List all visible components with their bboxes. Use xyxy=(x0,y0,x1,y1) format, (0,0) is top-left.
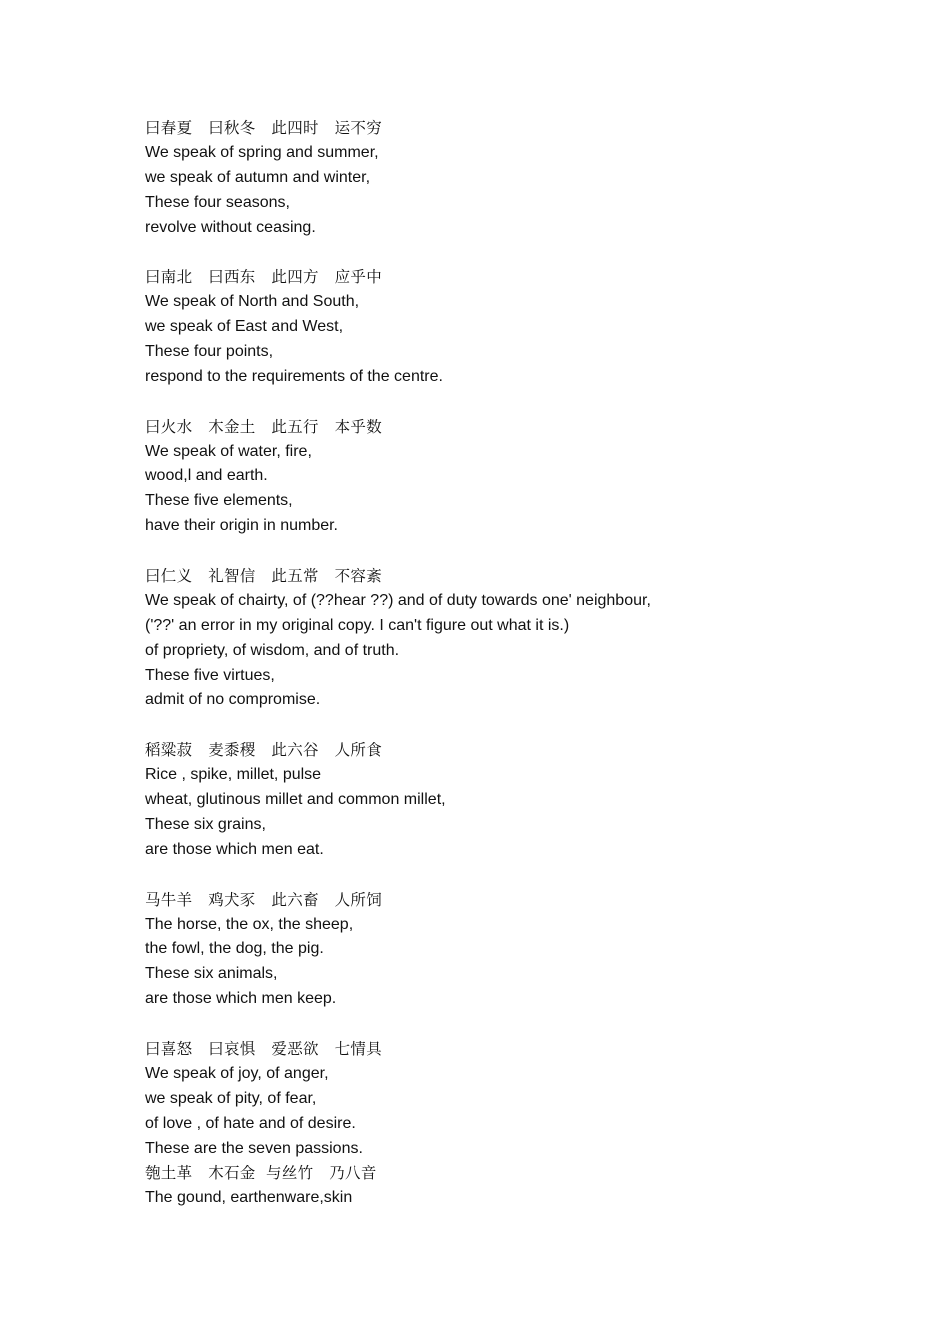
translation-line: These six grains, xyxy=(145,815,266,833)
translation-line: wheat, glutinous millet and common millet, xyxy=(145,791,446,809)
translation-line: We speak of spring and summer, xyxy=(145,143,379,161)
document-body xyxy=(145,116,905,1211)
chinese-verse-line: 匏土革 木石金 与丝竹 乃八音 xyxy=(145,1164,377,1183)
translation-line: These four points, xyxy=(145,343,274,361)
chinese-verse-line: 曰火水 木金土 此五行 本乎数 xyxy=(145,417,383,436)
chinese-verse-line: 马牛羊 鸡犬豕 此六畜 人所饲 xyxy=(145,890,383,909)
chinese-verse-line: 曰仁义 礼智信 此五常 不容紊 xyxy=(145,567,383,586)
translation-line: we speak of pity, of fear, xyxy=(145,1089,317,1107)
stanza-spacer xyxy=(145,1012,905,1037)
stanza-spacer xyxy=(145,713,905,738)
stanza-spacer xyxy=(145,390,905,415)
translation-line: of love , of hate and of desire. xyxy=(145,1114,356,1132)
chinese-verse-line: 曰南北 曰西东 此四方 应乎中 xyxy=(145,268,383,287)
translation-line: are those which men keep. xyxy=(145,990,337,1008)
translation-line: We speak of chairty, of (??hear ??) and of duty towards one' neighbour, xyxy=(145,591,651,609)
translation-line: have their origin in number. xyxy=(145,517,338,535)
translation-line: We speak of North and South, xyxy=(145,293,360,311)
stanza-spacer xyxy=(145,863,905,888)
translation-line: respond to the requirements of the centre. xyxy=(145,367,443,385)
translation-line: These five elements, xyxy=(145,492,293,510)
chinese-verse-line: 曰喜怒 曰哀惧 爱恶欲 七情具 xyxy=(145,1039,383,1058)
translation-line: The horse, the ox, the sheep, xyxy=(145,915,354,933)
stanza-spacer xyxy=(145,539,905,564)
translation-line: are those which men eat. xyxy=(145,840,324,858)
translation-note-line: ('??' an error in my original copy. I can't figure out what it is.) xyxy=(145,616,570,634)
translation-line: These five virtues, xyxy=(145,666,275,684)
translation-line: admit of no compromise. xyxy=(145,691,321,709)
translation-line: The gound, earthenware,skin xyxy=(145,1189,353,1207)
translation-line: revolve without ceasing. xyxy=(145,218,316,236)
translation-line: These four seasons, xyxy=(145,193,290,211)
translation-line: we speak of autumn and winter, xyxy=(145,168,371,186)
translation-line: we speak of East and West, xyxy=(145,318,344,336)
chinese-verse-line: 稻粱菽 麦黍稷 此六谷 人所食 xyxy=(145,741,383,760)
translation-line: We speak of water, fire, xyxy=(145,442,312,460)
translation-line: These six animals, xyxy=(145,965,278,983)
chinese-verse-line: 曰春夏 曰秋冬 此四时 运不穷 xyxy=(145,119,383,137)
stanza-spacer xyxy=(145,240,905,265)
translation-line: of propriety, of wisdom, and of truth. xyxy=(145,641,400,659)
translation-line: We speak of joy, of anger, xyxy=(145,1064,329,1082)
translation-line: wood,l and earth. xyxy=(145,467,268,485)
translation-line: the fowl, the dog, the pig. xyxy=(145,940,324,958)
translation-line: These are the seven passions. xyxy=(145,1139,363,1157)
translation-line: Rice , spike, millet, pulse xyxy=(145,766,322,784)
